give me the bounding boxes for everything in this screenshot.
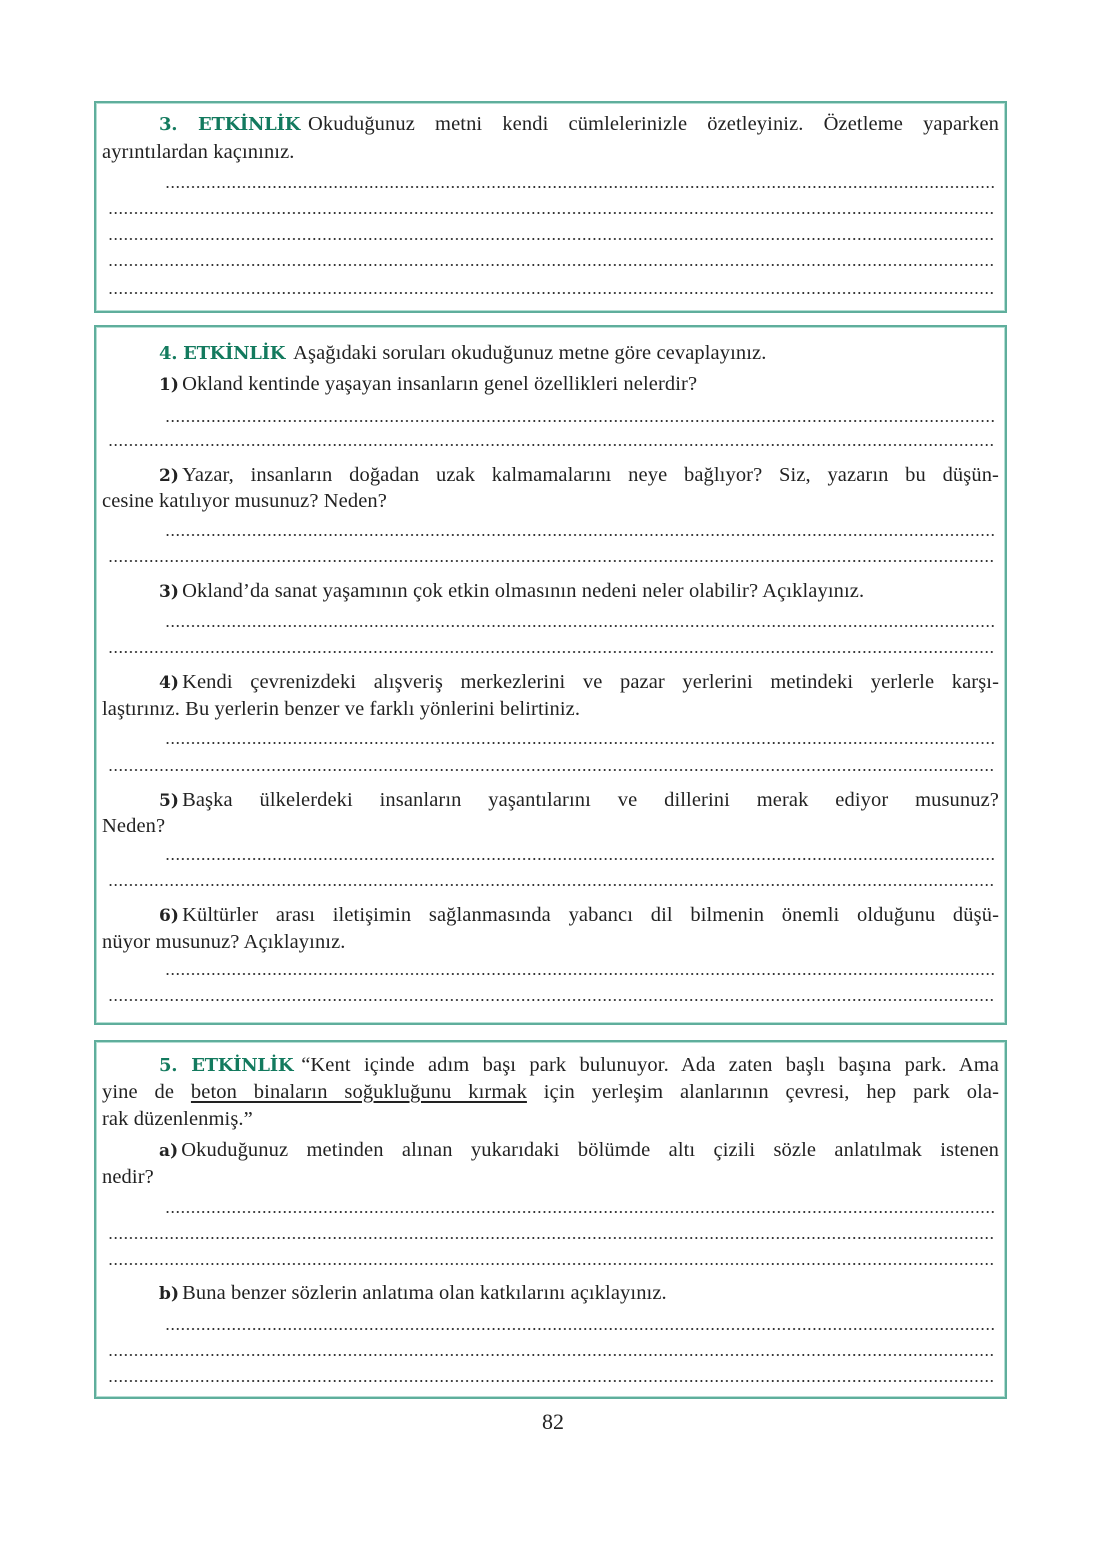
- question-text: Okland’da sanat yaşamının çok etkin olmasının nedeni neler olabilir? Açıklayınız.: [182, 580, 865, 602]
- question-number: 4): [159, 673, 180, 693]
- answer-line[interactable]: [165, 420, 995, 422]
- question-number: 6): [159, 906, 180, 926]
- activity-5-quote-line-3: rak düzenlenmiş.”: [102, 1108, 253, 1130]
- answer-line[interactable]: [165, 1328, 995, 1330]
- answer-line[interactable]: [108, 292, 995, 294]
- quote-text-1: “Kent içinde adım başı park bulunuyor. Ada zaten başlı başına park. Ama: [301, 1054, 999, 1076]
- question-number: 5): [159, 791, 180, 811]
- quote-text-2-pre: yine de: [102, 1081, 191, 1103]
- answer-line[interactable]: [165, 858, 995, 860]
- question-2-line-2: cesine katılıyor musunuz? Neden?: [102, 490, 387, 512]
- answer-line[interactable]: [108, 444, 995, 446]
- activity-5-quote-line-2: [102, 1079, 999, 1106]
- answer-line[interactable]: [108, 769, 995, 771]
- question-6-line-2: nüyor musunuz? Açıklayınız.: [102, 931, 346, 953]
- activity-4-heading: 4. ETKİNLİK: [159, 343, 286, 364]
- activity-4-box: [94, 325, 1007, 1025]
- question-1: [159, 371, 999, 399]
- question-3: [159, 578, 999, 606]
- part-a-line-2: nedir?: [102, 1166, 154, 1188]
- question-text: Kültürler arası iletişimin sağlanmasında yabancı dil bilmenin önemli olduğunu düşü-: [182, 904, 999, 926]
- activity-3-box: [94, 101, 1007, 313]
- answer-line[interactable]: [108, 1237, 995, 1239]
- question-number: 1): [159, 375, 180, 395]
- activity-3-text-1: Okuduğunuz metni kendi cümlelerinizle özetleyiniz. Özetleme yaparken: [308, 113, 999, 135]
- question-number: 3): [159, 582, 180, 602]
- question-5-line-2: Neden?: [102, 815, 166, 837]
- part-a-text: Okuduğunuz metinden alınan yukarıdaki bölümde altı çizili sözle anlatılmak istenen: [181, 1139, 999, 1161]
- answer-line[interactable]: [108, 264, 995, 266]
- answer-line[interactable]: [165, 625, 995, 627]
- activity-5-box: [94, 1040, 1007, 1399]
- underlined-phrase: beton binaların soğukluğunu kırmak: [190, 1081, 527, 1103]
- answer-line[interactable]: [165, 186, 995, 188]
- activity-5-heading: 5. ETKİNLİK: [159, 1055, 294, 1076]
- question-6: [159, 902, 999, 930]
- page-number: 82: [542, 1409, 564, 1434]
- question-4-line-2: laştırınız. Bu yerlerin benzer ve farklı yönlerini belirtiniz.: [102, 698, 581, 720]
- question-text: Başka ülkelerdeki insanların yaşantılarını ve dillerini merak ediyor musunuz?: [182, 789, 999, 811]
- question-text: Kendi çevrenizdeki alışveriş merkezlerini ve pazar yerlerini metindeki yerlerle karşı-: [182, 671, 999, 693]
- answer-line[interactable]: [108, 1380, 995, 1382]
- answer-line[interactable]: [108, 238, 995, 240]
- answer-line[interactable]: [108, 651, 995, 653]
- question-4: [159, 669, 999, 697]
- part-b-text: Buna benzer sözlerin anlatıma olan katkılarını açıklayınız.: [182, 1282, 667, 1304]
- answer-line[interactable]: [165, 534, 995, 536]
- answer-line[interactable]: [108, 1263, 995, 1265]
- activity-3-prompt-line-1: [159, 111, 999, 138]
- answer-line[interactable]: [165, 1211, 995, 1213]
- activity-3-prompt-line-2: ayrıntılardan kaçınınız.: [102, 141, 295, 163]
- quote-text-2-post: için yerleşim alanlarının çevresi, hep park ola-: [526, 1081, 1000, 1103]
- activity-3-heading: 3. ETKİNLİK: [159, 114, 301, 135]
- activity-4-intro-text: Aşağıdaki soruları okuduğunuz metne göre cevaplayınız.: [293, 342, 767, 364]
- question-text: Okland kentinde yaşayan insanların genel özellikleri nelerdir?: [182, 373, 698, 395]
- answer-line[interactable]: [165, 973, 995, 975]
- answer-line[interactable]: [108, 1354, 995, 1356]
- answer-line[interactable]: [165, 742, 995, 744]
- part-b-question: [159, 1280, 999, 1308]
- part-b-label: b): [159, 1284, 180, 1304]
- answer-line[interactable]: [108, 212, 995, 214]
- answer-line[interactable]: [108, 560, 995, 562]
- question-2: [159, 462, 999, 490]
- answer-line[interactable]: [108, 999, 995, 1001]
- question-number: 2): [159, 466, 180, 486]
- activity-5-quote-line-1: [159, 1052, 999, 1079]
- part-a-question: [159, 1137, 999, 1165]
- activity-4-intro: [159, 340, 999, 367]
- question-text: Yazar, insanların doğadan uzak kalmamalarını neye bağlıyor? Siz, yazarın bu düşün-: [182, 464, 999, 486]
- question-5: [159, 787, 999, 815]
- answer-line[interactable]: [108, 884, 995, 886]
- part-a-label: a): [159, 1141, 179, 1161]
